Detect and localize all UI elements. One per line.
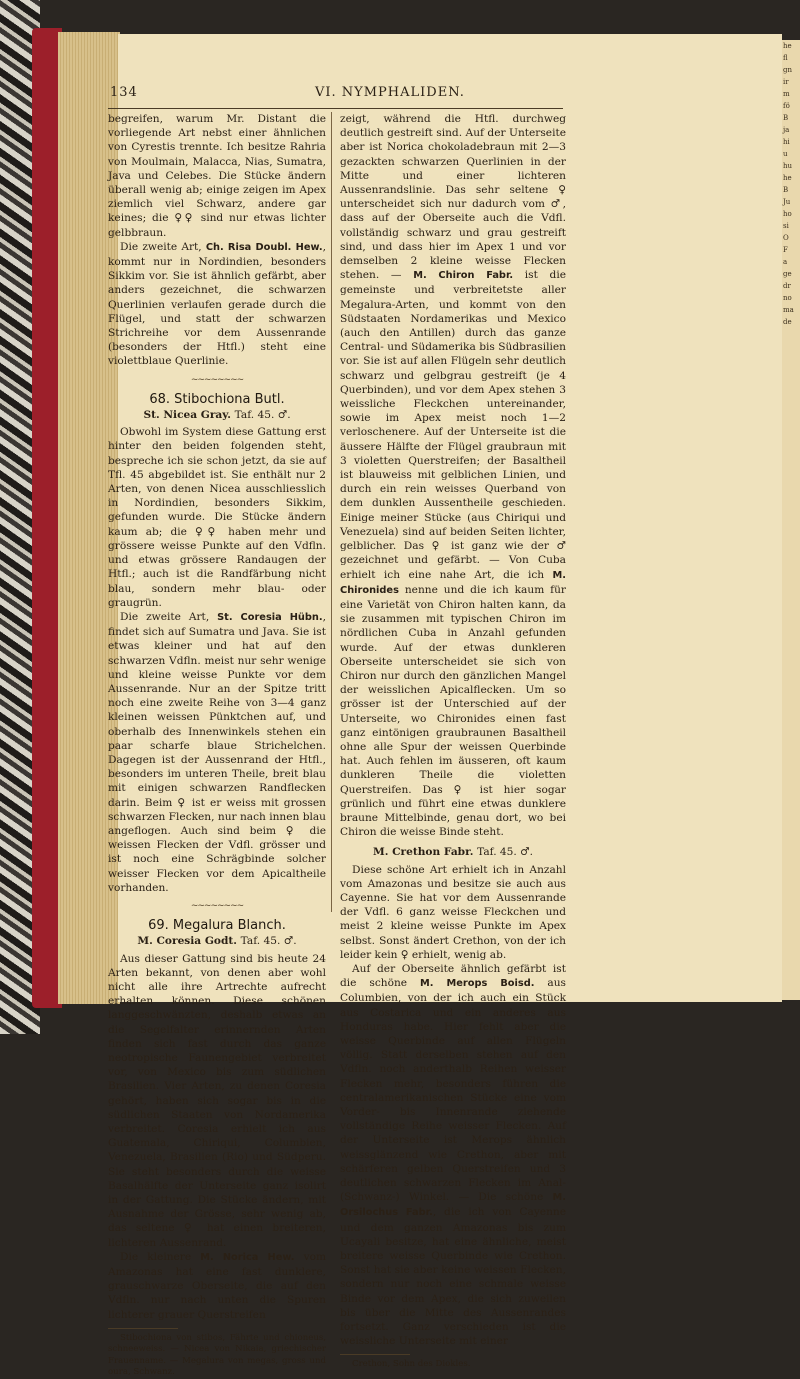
facing-page-fragment: hu: [783, 162, 793, 170]
species-heading: [340, 845, 566, 859]
footnote-rule: [108, 1328, 178, 1329]
facing-page-fragment: ge: [783, 270, 792, 278]
facing-page-fragment: u: [783, 150, 788, 158]
facing-page-fragment: no: [783, 294, 792, 302]
facing-page-fragment: m: [783, 90, 790, 98]
ornament: ~~~~~~~~: [190, 374, 244, 385]
right-column: [340, 112, 566, 1371]
facing-page-fragment: de: [783, 318, 792, 326]
text: nenne und die ich kaum für eine Varietät von Chiron halten kann, da sie zusammen mit typischen Chiron im nördlichen Cuba in Anzahl gefunden wurde. Auf der etwas dunkleren Oberseite unterscheidet sie sich von Chiron nur durch den gänzlichen Mangel der weisslichen Apicalflecken. Um so grösser ist der Unterschied auf der Unterseite, wo Chironides einen fast ganz eintönigen graubraunen Basaltheil ohne alle Spur der weissen Querbinde hat. Auch fehlen im äusseren, oft kaum dunkleren Theile die violetten Querstreifen. Das ♀ ist hier sogar grünlich und führt eine etwas dunklere braune Mittelbinde, genau dort, wo bei Chiron die weisse Binde steht.: [340, 583, 566, 839]
paragraph: [108, 240, 326, 369]
text: Auf der Oberseite ähnlich gefärbt ist die schöne: [340, 962, 566, 990]
facing-page-fragment: ma: [783, 306, 794, 314]
species-name: Ch. Risa Doubl. Hew.: [205, 241, 323, 253]
facing-page-fragment: Ju: [783, 198, 791, 206]
text: , kommt nur in Nordindien, besonders Sikkim vor. Sie ist ähnlich gefärbt, aber anders gezeichnet, die schwarzen Querlinien verlaufen gerade durch die Flügel, und statt der schwarzen Strichreihe vor dem Aussenrande (besonders der Htfl.) steht eine violettblaue Querlinie.: [108, 240, 326, 368]
facing-page-fragment: a: [783, 258, 788, 266]
species-heading: [108, 934, 326, 948]
plate-ref: Taf. 45. ♂.: [240, 935, 297, 948]
paragraph: [340, 962, 566, 1348]
paragraph: [340, 112, 566, 839]
facing-page-fragment: F: [783, 246, 788, 254]
facing-page-fragment: he: [783, 174, 792, 182]
column-divider: [331, 112, 332, 912]
species-heading: [108, 408, 326, 422]
paragraph: [108, 610, 326, 895]
text: Die zweite Art,: [120, 240, 206, 253]
text: vom Amazonas hat eine fast dunklere, grauschwarze Oberseite, die auf den Vdfln. nur nach unten die Spuren lichterer grauer Querstreifen: [108, 1250, 326, 1321]
facing-page-fragment: fö: [783, 102, 790, 110]
paragraph: Obwohl im System diese Gattung erst hinter den beiden folgenden steht, bespreche ich sie schon jetzt, da sie auf Tfl. 45 abgebildet ist. Sie enthält nur 2 Arten, von denen Nicea ausschliesslich in Nordindien, besonders Sikkim, gefunden wurde. Die Stücke ändern kaum ab; die ♀♀ haben mehr und grössere weisse Punkte auf den Vdfln. und etwas grössere Randaugen der Htfl.; auch ist die Randfärbung nicht blau, sondern mehr blau- oder graugrün.: [108, 426, 326, 609]
facing-page-fragment: gn: [783, 66, 792, 74]
text: , die ich von Cayenne und dem ganzen Amazonas bis zum Ucayali besitze, hat eine ähnliche, meist breitere weisse Querbinde wie Crethon. Sonst hat sie aber keine weissen Flecken, sondern nur noch eine schmale weisse Binde vor dem Apex, die sich zuweilen bis über die Mitte des Aussenrandes fortsetzt. Ganz verschieden ist die weissliche Unterseite mit einer: [340, 1206, 566, 1348]
species-title: M. Crethon Fabr.: [372, 846, 474, 859]
facing-page-fragment: hi: [783, 138, 790, 146]
facing-page-fragment: O: [783, 234, 789, 242]
footnote-rule: [340, 1354, 410, 1355]
section-heading-69: 69. Megalura Blanch.: [148, 918, 286, 934]
species-title: M. Coresia Godt.: [137, 935, 237, 948]
plate-ref: Taf. 45. ♂.: [234, 409, 291, 422]
page-number: 134: [110, 85, 138, 100]
species-name: M. Chironides: [340, 569, 566, 596]
paragraph: Aus dieser Gattung sind bis heute 24 Arten bekannt, von denen aber wohl nicht alle ihre Artrechte aufrecht erhalten können. Diese schönen langgeschwänzten, deshalb etwas an die Segelfalter erinnernden Arten finden sich fast durch das ganze neotropische Faunengebiet verbreitet vor, von Mexico bis zum südlichen Brasilien. Vier Arten, zu denen Coresia gehört, haben sich sogar bis in die südlichen Staaten von Nordamerika verbreitet. Coresia erhielt ich aus Guatemala, Chiriqui, Columbien, Venezuela, Brasilien (Rio) und Südperu. Sie steht besonders durch die weisse Basalhälfte der Unterseite ganz isolirt in der Gattung. Die Stücke ändern, mit Ausnahme der Grösse, sehr wenig ab, das seltene ♀ hat einen breiteren, lichteren Aussenrand.: [108, 952, 326, 1249]
section-heading-68: 68. Stibochiona Butl.: [149, 391, 285, 407]
paragraph: Diese schöne Art erhielt ich in Anzahl vom Amazonas und besitze sie auch aus Cayenne. Sie hat vor dem Aussenrande der Vdfl. 6 ganz weisse Fleckchen und meist 2 kleine weisse Punkte im Apex selbst. Sonst ändert Crethon, von der ich leider kein ♀ erhielt, wenig ab.: [340, 863, 566, 961]
paragraph: begreifen, warum Mr. Distant die vorliegende Art nebst einer ähnlichen von Cyrestis trennte. Ich besitze Rahria von Moulmain, Malacca, Nias, Sumatra, Java und Celebes. Die Stücke ändern überall wenig ab; einige zeigen im Apex ziemlich viel Schwarz, andere gar keines; die ♀♀ sind nur etwas lichter gelbbraun.: [108, 113, 326, 239]
facing-page-fragment: he: [783, 42, 792, 50]
facing-page-fragment: fl: [783, 54, 788, 62]
text: zeigt, während die Htfl. durchweg deutlich gestreift sind. Auf der Unterseite aber ist Norica chokoladebraun mit 2—3 gezackten schwarzen Querlinien in der Mitte und einer lichteren Aussenrandslinie. Das sehr seltene ♀ unterscheidet sich nur dadurch vom ♂, dass auf der Oberseite auch die Vdfl. vollständig schwarz und grau gestreift sind, und dass hier im Apex 1 und vor demselben 2 kleine weisse Flecken stehen. —: [340, 113, 566, 282]
species-name: M. Chiron Fabr.: [413, 270, 514, 282]
species-name: St. Coresia Hübn.: [217, 611, 323, 623]
paragraph: [108, 1250, 326, 1322]
facing-page-fragment: B: [783, 114, 789, 122]
text: Die zweite Art,: [120, 610, 218, 623]
running-title: VI. NYMPHALIDEN.: [315, 85, 465, 100]
page-header: [110, 85, 550, 105]
facing-page-fragment: ir: [783, 78, 789, 86]
text: , findet sich auf Sumatra und Java. Sie ist etwas kleiner und hat auf den schwarzen Vdfln. meist nur sehr wenige und kleine weisse Punkte vor dem Aussenrande. Nur an der Spitze tritt noch eine zweite Reihe von 3—4 ganz kleinen weissen Pünktchen auf, und oberhalb des Innenwinkels stehen ein paar scharfe blaue Strichelchen. Dagegen ist der Aussenrand der Htfl., besonders im unteren Theile, breit blau mit einigen schwarzen Randflecken darin. Beim ♀ ist er weiss mit grossen schwarzen Flecken, nur nach innen blau angeflogen. Auch sind beim ♀ die weissen Flecken der Vdfl. grösser und ist noch eine Schrägbinde solcher weisser Flecken vor dem Apicaltheile vorhanden.: [108, 610, 327, 894]
footnote: Stibochiona von stibos, Fährte und chioneus, schneeweiss. — Nicea von Nikaia, griechischer Frauenname. — Megalura von megas, gross und oura, Schwanz.: [108, 1332, 326, 1378]
plate-ref: Taf. 45. ♂.: [477, 846, 534, 859]
footnote: Crethon, Sohn des Diokles.: [352, 1359, 471, 1370]
facing-page-fragment: dr: [783, 282, 791, 290]
species-name: M. Norica Hew.: [200, 1251, 295, 1263]
species-name: M. Merops Boisd.: [420, 978, 535, 990]
left-column: [108, 112, 326, 1379]
text: aus Columbien, von der ich auch ein Stück aus Costarica und ein anderes aus Honduras habe. Hier fehlt aber die weisse Querbinde auf allen Flügeln völlig. Statt derselben stehen auf den Vdfln. noch anderthalb Reihen weisser Flecken mehr, besonders führen die centralamerikanischen Stücke eine vom Vorder- bis Innenrande ziehende vollständige Reihe weisser Flecken. Auf der Unterseite ist Merops ähnlich weissglänzend wie Crethon, aber mit schärferen gelben Querstreifen und 3 deutlichen schwarzen Flecken im Anal- (Schwanz-) Winkel. — Die schöne: [340, 977, 566, 1204]
species-title: St. Nicea Gray.: [143, 409, 231, 422]
facing-page-fragment: si: [783, 222, 789, 230]
text: Die kleinere: [120, 1250, 201, 1263]
ornament: ~~~~~~~~: [190, 900, 244, 911]
facing-page-fragment: B: [783, 186, 789, 194]
facing-page-fragment: ja: [783, 126, 790, 134]
header-rule: [108, 108, 563, 109]
species-name: M. Orsilochus Fabr.: [340, 1192, 566, 1219]
facing-page-fragment: ho: [783, 210, 792, 218]
text: ist die gemeinste und verbreitetste aller Megalura-Arten, und kommt von den Südstaaten Nordamerikas und Mexico (auch den Antillen) durch das ganze Central- und Südamerika bis Südbrasilien vor. Sie ist auf allen Flügeln sehr deutlich schwarz und gelbgrau gestreift (je 4 Querbinden), und vor dem Apex stehen 3 weissliche Fleckchen untereinander, sowie im Apex meist noch 1—2 verloschenere. Auf der Unterseite ist die äussere Hälfte der Flügel graubraun mit 3 violetten Querstreifen; der Basaltheil ist blauweiss mit gelblichen Linien, und durch ein rein weisses Querband von dem dunklen Aussentheile geschieden. Einige meiner Stücke (aus Chiriqui und Venezuela) sind auf beiden Seiten lichter, gelblicher. Das ♀ ist ganz wie der ♂ gezeichnet und gefärbt. — Von Cuba erhielt ich eine nahe Art, die ich: [340, 269, 567, 581]
